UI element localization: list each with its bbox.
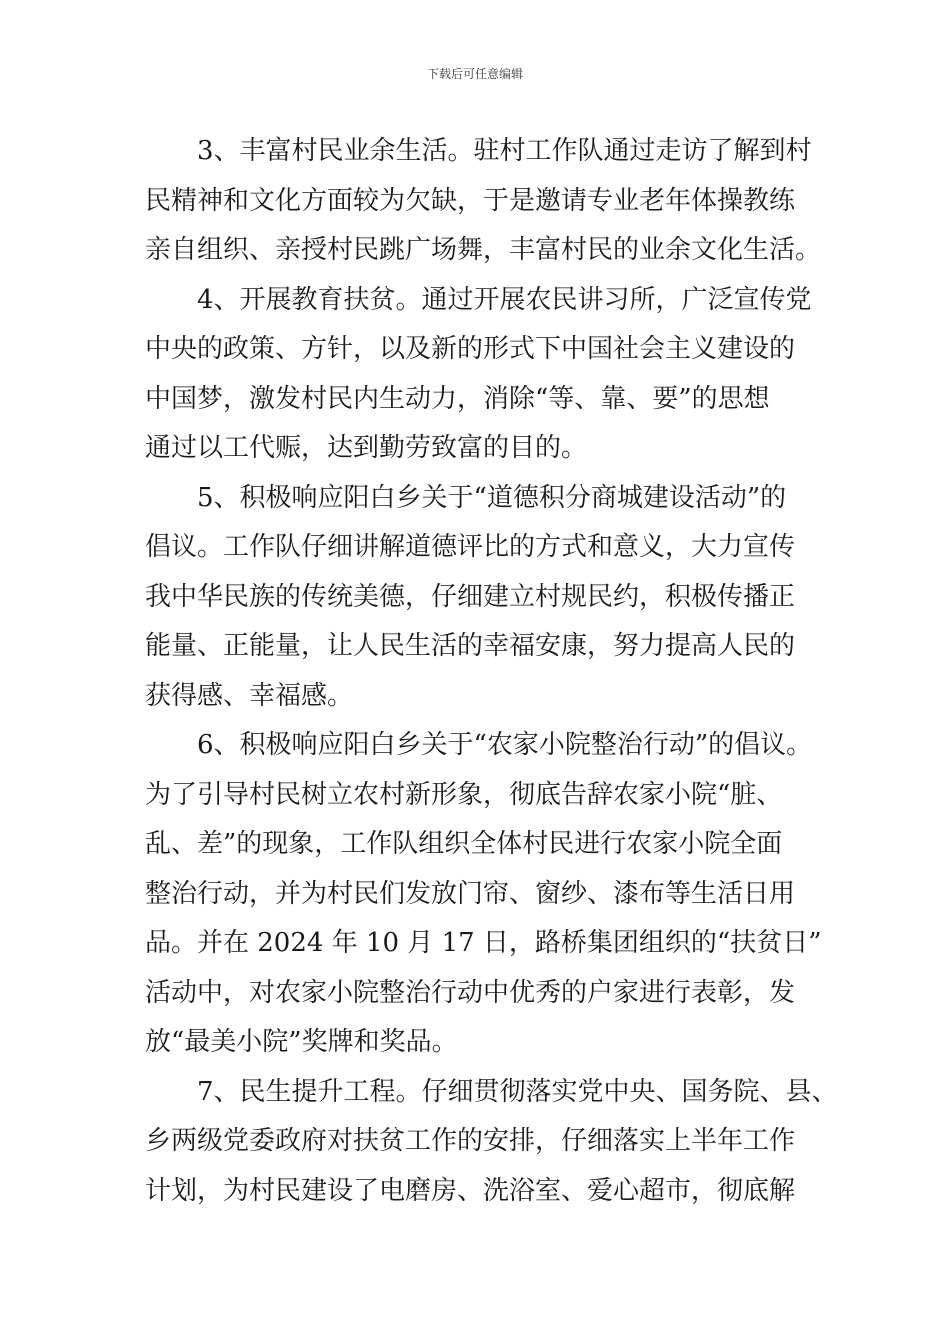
- paragraph-5: [145, 474, 815, 722]
- text-line: 通过以工代赈，达到勤劳致富的目的。: [145, 433, 588, 463]
- text-line: 4、开展教育扶贫。通过开展农民讲习所，广泛宣传党: [197, 284, 812, 315]
- text-line: 倡议。工作队仔细讲解道德评比的方式和意义，大力宣传: [145, 532, 796, 562]
- paragraph-6: [145, 721, 822, 1068]
- text-line: 6、积极响应阳白乡关于“农家小院整治行动”的倡议。: [197, 730, 813, 760]
- text-line: 为了引导村民树立农村新形象，彻底告辞农家小院“脏、: [145, 779, 783, 810]
- text-line: 品。并在 2024 年 10 月 17 日，路桥集团组织的“扶贫日”: [145, 928, 822, 958]
- text-line: 5、积极响应阳白乡关于“道德积分商城建设活动”的: [197, 482, 787, 513]
- text-line: 整治行动，并为村民们发放门帘、窗纱、漆布等生活日用: [145, 878, 796, 909]
- paragraph-4: [145, 276, 815, 474]
- text-line: 活动中，对农家小院整治行动中优秀的户家进行表彰，发: [145, 977, 796, 1008]
- text-line: 放“最美小院”奖牌和奖品。: [145, 1027, 458, 1057]
- text-line: 3、丰富村民业余生活。驻村工作队通过走访了解到村: [197, 136, 812, 166]
- text-line: 我中华民族的传统美德，仔细建立村规民约，积极传播正: [145, 581, 796, 612]
- text-line: 乱、差”的现象，工作队组织全体村民进行农家小院全面: [145, 829, 783, 859]
- text-line: 亲自组织、亲授村民跳广场舞，丰富村民的业余文化生活。: [145, 235, 822, 265]
- text-line: 计划，为村民建设了电磨房、洗浴室、爱心超市，彻底解: [145, 1175, 796, 1206]
- text-line: 中国梦，激发村民内生动力，消除“等、靠、要”的思想: [145, 383, 770, 414]
- text-line: 7、民生提升工程。仔细贯彻落实党中央、国务院、县、: [197, 1076, 838, 1107]
- paragraph-7: [145, 1068, 838, 1217]
- page-header: 下载后可任意编辑: [426, 67, 523, 81]
- document-body: [145, 127, 838, 1216]
- paragraph-3: [145, 127, 822, 276]
- text-line: 民精神和文化方面较为欠缺，于是邀请专业老年体操教练: [145, 185, 796, 216]
- text-line: 中央的政策、方针，以及新的形式下中国社会主义建设的: [145, 334, 796, 364]
- text-line: 能量、正能量，让人民生活的幸福安康，努力提高人民的: [145, 631, 796, 661]
- text-line: 获得感、幸福感。: [145, 680, 354, 711]
- text-line: 乡两级党委政府对扶贫工作的安排，仔细落实上半年工作: [145, 1126, 796, 1156]
